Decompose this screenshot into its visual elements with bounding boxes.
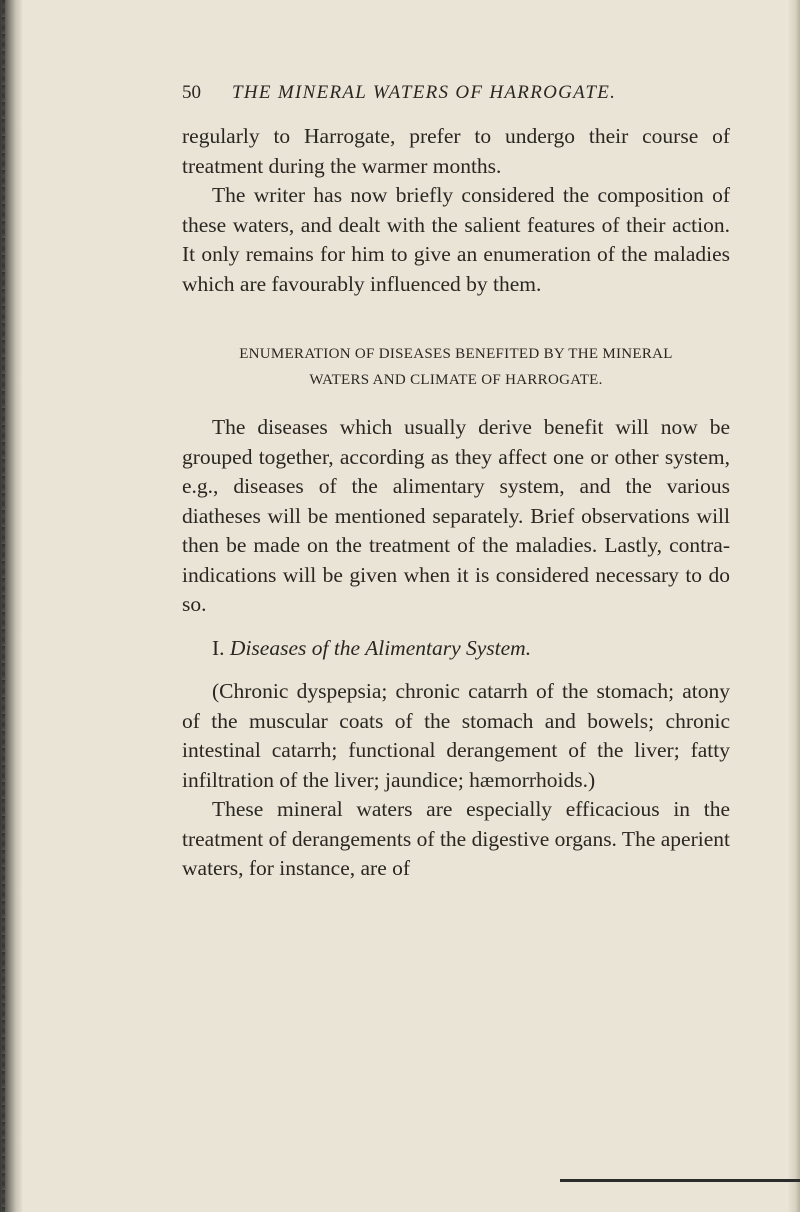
- running-title: THE MINERAL WATERS OF HARROGATE.: [232, 82, 617, 103]
- paragraph-1: regularly to Harrogate, prefer to undergo their course of treatment during the warmer months.: [182, 124, 730, 178]
- section-heading-line-1: ENUMERATION OF DISEASES BENEFITED BY THE MINERAL: [239, 346, 673, 362]
- subsection-number: I.: [212, 635, 225, 660]
- paragraph-2: The writer has now briefly considered the composition of these waters, and dealt with the salient features of their action. It only remains for him to give an enumeration of the maladies which are favourably influenced by them.: [182, 183, 730, 296]
- paragraph-5: These mineral waters are especially efficacious in the treatment of derangements of the digestive organs. The aperient waters, for instance, are of: [182, 797, 730, 880]
- subsection-title: Diseases of the Alimentary System.: [229, 635, 532, 660]
- page-right-edge: [786, 0, 800, 1212]
- subsection-heading: [212, 634, 730, 664]
- paragraph-4: (Chronic dyspepsia; chronic catarrh of the stomach; atony of the muscular coats of the stomach and bowels; chronic intestinal catarrh; functional derangement of the liver; fatty infiltration of the liver; jaundice; hæmorrhoids.): [182, 679, 730, 792]
- paragraph-3: The diseases which usually derive benefit will now be grouped together, according as they affect one or other system, e.g., diseases of the alimentary system, and the various diatheses will be mentioned separately. Brief observations will then be made on the treatment of the maladies. Lastly, contra-indications will be given when it is considered necessary to do so.: [182, 415, 730, 616]
- section-heading-line-2: WATERS AND CLIMATE OF HARROGATE.: [309, 372, 603, 388]
- page-number: 50: [182, 82, 201, 103]
- book-binding-edge: [0, 0, 22, 1212]
- section-heading: [182, 341, 730, 393]
- book-page: [182, 82, 730, 884]
- running-head: [182, 82, 730, 122]
- bottom-rule: [560, 1179, 800, 1182]
